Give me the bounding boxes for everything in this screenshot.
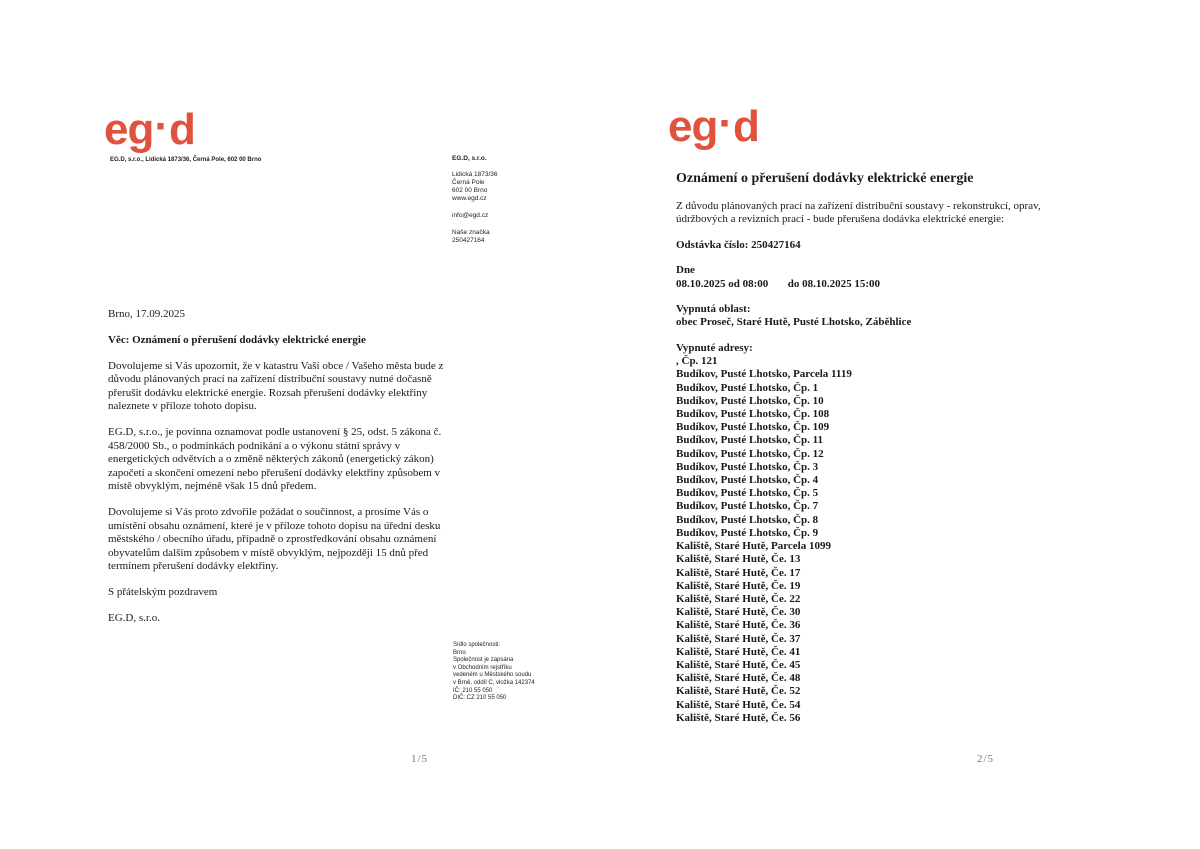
logo-part: eg [104,105,154,154]
outage-day-label: Dne [676,264,695,277]
address-item: Kaliště, Staré Hutě, Če. 45 [676,658,801,671]
company-contact-block [452,155,572,245]
company-registration-block [453,642,573,703]
address-item: Kaliště, Staré Hutě, Parcela 1099 [676,540,831,553]
registration-line: Sídlo společnosti: [453,642,501,648]
company-address-line: Černá Pole [452,179,485,186]
page-number: 1/5 [411,753,429,765]
company-address-line: Lidická 1873/36 [452,171,498,178]
date-line: Brno, 17.09.2025 [108,308,185,320]
logo-part: · [718,99,733,148]
sender-line: EG.D, s.r.o., Lidická 1873/36, Černá Pole, 602 00 Brno [110,157,262,163]
letter-signature: EG.D, s.r.o. [108,611,160,624]
registration-line: Brno [453,649,466,656]
logo-part: eg [668,102,718,151]
address-list [676,355,1076,725]
address-item: Kaliště, Staré Hutě, Če. 48 [676,672,801,685]
company-email: info@egd.cz [452,212,489,219]
address-item: Budíkov, Pusté Lhotsko, Čp. 10 [676,394,824,407]
address-item: Budíkov, Pusté Lhotsko, Čp. 8 [676,513,819,526]
company-website: www.egd.cz [452,195,487,202]
address-item: Budíkov, Pusté Lhotsko, Čp. 108 [676,408,830,421]
address-item: Kaliště, Staré Hutě, Če. 13 [676,553,801,566]
letter-paragraph: Dovolujeme si Vás proto zdvořile požádat o součinnost, a prosíme Vás o umístění obsahu oznámení, které je v příloze tohoto dopisu na úřední desku městského / obecního úřadu, případně o zprostředkování obsahu oznámení obyvatelům dalším způsobem v místě obvyklým, nejpozději 15 dnů před termínem přerušení dodávky elektřiny. [108,505,441,573]
address-item: Budíkov, Pusté Lhotsko, Čp. 5 [676,487,819,500]
registration-line: Společnost je zapsána [453,657,514,664]
address-item: Budíkov, Pusté Lhotsko, Čp. 7 [676,500,819,513]
outage-time-range [676,278,1076,291]
outage-number: Odstávka číslo: 250427164 [676,238,801,251]
egd-logo [668,99,759,151]
address-item: Kaliště, Staré Hutě, Če. 56 [676,711,801,724]
address-item: Budíkov, Pusté Lhotsko, Čp. 1 [676,381,819,394]
address-item: Budíkov, Pusté Lhotsko, Parcela 1119 [676,368,852,381]
address-item: Kaliště, Staré Hutě, Če. 37 [676,632,801,645]
letter-paragraph: Dovolujeme si Vás upozornit, že v katastru Vaší obce / Vašeho města bude z důvodu plánovaných prací na zařízení distribuční soustavy nutné dočasně přerušit dodávku elektrické energie. Rozsah přerušení dodávky elektřiny naleznete v příloze tohoto dopisu. [108,359,444,413]
company-address-line: 602 00 Brno [452,187,488,194]
address-item: Kaliště, Staré Hutě, Če. 19 [676,579,801,592]
logo-part: d [733,102,759,151]
notice-title: Oznámení o přerušení dodávky elektrické energie [676,171,974,186]
address-item: Kaliště, Staré Hutě, Če. 36 [676,619,801,632]
registration-line: DIČ: CZ 210 55 050 [453,695,507,702]
address-item: Budíkov, Pusté Lhotsko, Čp. 9 [676,526,819,539]
area-value: obec Proseč, Staré Hutě, Pusté Lhotsko, Záběhlice [676,316,912,329]
address-item: Budíkov, Pusté Lhotsko, Čp. 4 [676,474,819,487]
egd-logo [104,102,195,154]
notice-intro: Z důvodu plánovaných prací na zařízení distribuční soustavy - rekonstrukcí, oprav, údržbových a revizních prací - bude přerušena dodávka elektrické energie: [676,200,1041,226]
registration-line: vedeném u Městského soudu [453,672,532,679]
outage-from: 08.10.2025 od 08:00 [676,277,769,290]
letter-greeting: S přátelským pozdravem [108,585,218,598]
registration-line: IČ: 210 55 050 [453,687,493,694]
registration-line: v Obchodním rejstříku [453,664,512,671]
area-label: Vypnutá oblast: [676,303,751,316]
address-item: Kaliště, Staré Hutě, Če. 52 [676,685,801,698]
letter-paragraph: EG.D, s.r.o., je povinna oznamovat podle ustanovení § 25, odst. 5 zákona č. 458/2000 Sb., o podmínkách podnikání a o výkonu státní správy v energetických odvětvích a o změně některých zákonů (energetický zákon) započetí a skončení omezení nebo přerušení dodávky elektřiny způsobem v místě obvyklým, nejméně však 15 dnů předem. [108,425,442,493]
address-item: , Čp. 121 [676,355,718,368]
page-number: 2/5 [977,753,995,765]
address-item: Kaliště, Staré Hutě, Če. 17 [676,566,801,579]
address-item: Budíkov, Pusté Lhotsko, Čp. 109 [676,421,830,434]
address-item: Kaliště, Staré Hutě, Če. 30 [676,606,801,619]
logo-part: d [169,105,195,154]
address-item: Budíkov, Pusté Lhotsko, Čp. 11 [676,434,824,447]
address-item: Kaliště, Staré Hutě, Če. 41 [676,645,801,658]
logo-part: · [154,102,169,151]
address-item: Kaliště, Staré Hutě, Če. 54 [676,698,801,711]
address-item: Budíkov, Pusté Lhotsko, Čp. 12 [676,447,824,460]
letter-body [108,334,453,637]
outage-to: do 08.10.2025 15:00 [787,277,881,290]
reference-label: Naše značka [452,229,490,236]
company-name: EG.D, s.r.o. [452,155,487,162]
notice [676,171,1076,725]
reference-value: 250427164 [452,237,485,244]
letter-subject: Věc: Oznámení o přerušení dodávky elektrické energie [108,334,366,346]
address-item: Budíkov, Pusté Lhotsko, Čp. 3 [676,460,819,473]
addresses-label: Vypnuté adresy: [676,341,753,354]
registration-line: v Brně, oddíl C, vložka 142374 [453,679,535,686]
address-item: Kaliště, Staré Hutě, Če. 22 [676,592,801,605]
